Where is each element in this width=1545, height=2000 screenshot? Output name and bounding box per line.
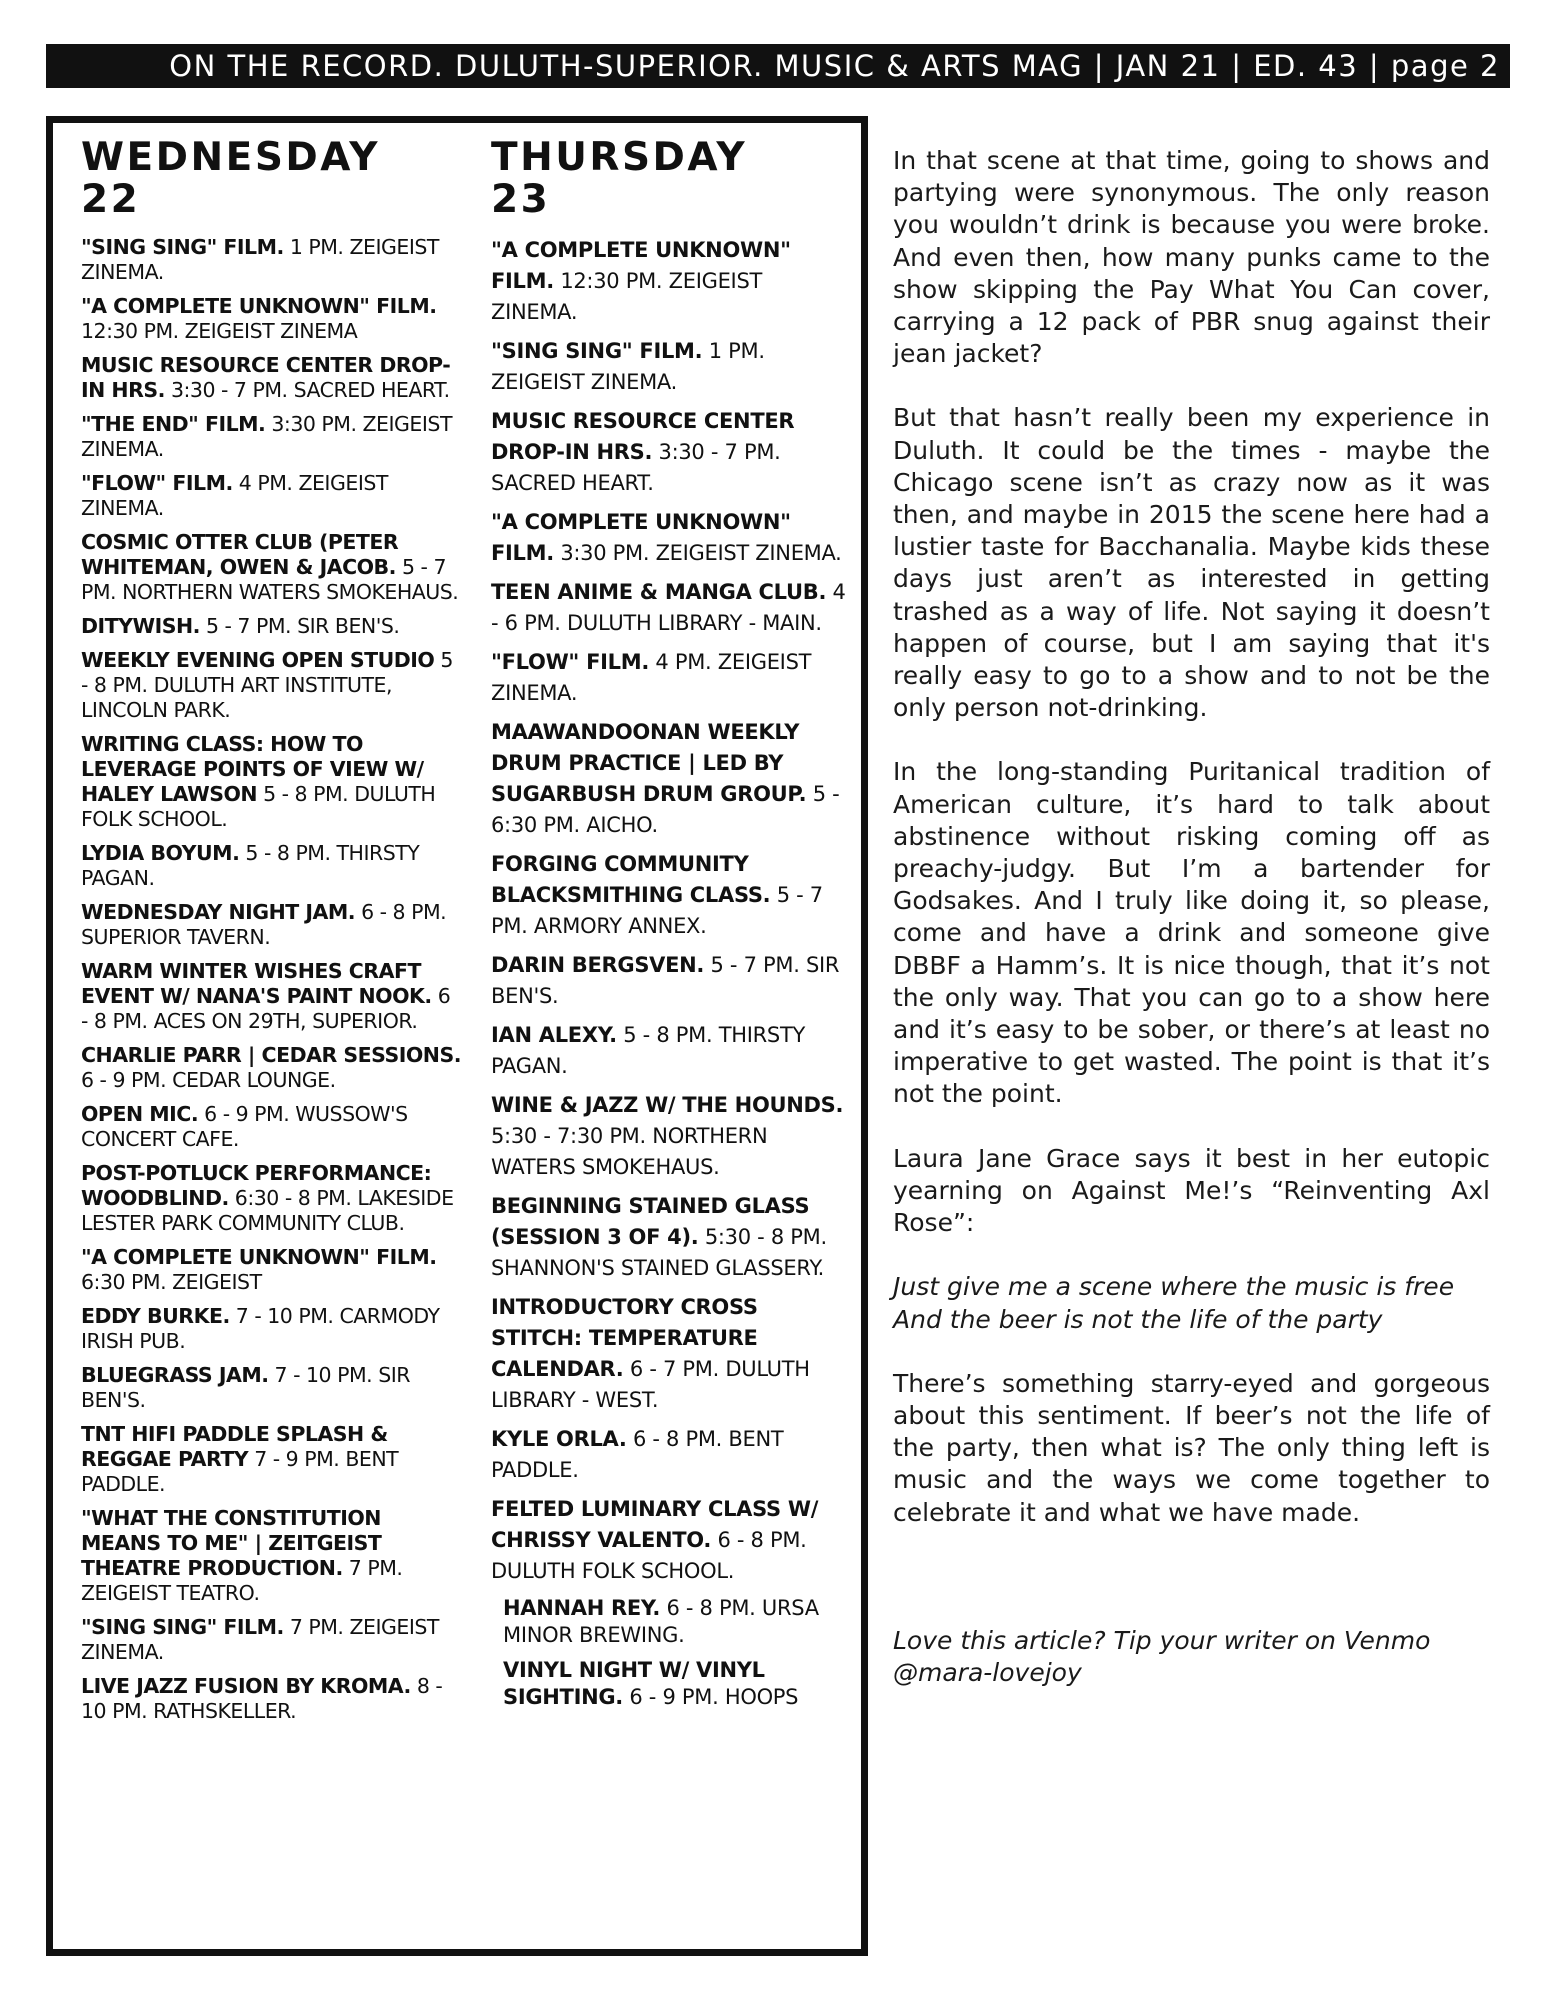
event-detail: DULUTH FOLK SCHOOL.: [81, 782, 436, 831]
event-name: "FLOW" FILM.: [81, 471, 233, 495]
event-item: [491, 1090, 851, 1183]
event-item: [491, 406, 851, 499]
event-detail: 7 - 10 PM. SIR BEN'S.: [81, 1363, 411, 1412]
event-name: "A COMPLETE UNKNOWN" FILM.: [81, 294, 437, 318]
header-text: ON THE RECORD. DULUTH-SUPERIOR. MUSIC & ARTS MAG | JAN 21 | ED. 43 | page 2: [169, 49, 1500, 83]
event-detail: 7 - 9 PM.: [254, 1447, 340, 1471]
event-detail: 6 - 7 PM.: [629, 1357, 719, 1381]
event-detail: 5 - 7 PM. ARMORY ANNEX.: [491, 883, 823, 938]
article-paragraph: In the long-standing Puritanical tradition of American culture, it’s hard to talk about abstinence without risking coming off as preachy-judgy. But I’m a bartender for Godsakes. And I truly like doing it, so please, come and have a drink and someone give DBBF a Hamm’s. It is nice though, that it’s not the only way. That you can go to a show here and it’s easy to be sober, or there’s at least no imperative to get wasted. The point is that it’s not the point.: [893, 757, 1490, 1109]
event-name: LIVE JAZZ FUSION BY KROMA.: [81, 1674, 411, 1698]
event-item: [81, 1245, 461, 1295]
article-paragraph: But that hasn’t really been my experience in Duluth. It could be the times - maybe the Chicago scene isn’t as crazy now as it was then, and maybe in 2015 the scene here had a lustier taste for Bacchanalia. Maybe kids these days just aren’t as interested in getting trashed as a way of life. Not saying it doesn’t happen of course, but I am saying that it's really easy to go to a show and to not be the only person not-drinking.: [893, 403, 1490, 723]
event-item: [81, 1043, 461, 1093]
event-item: [491, 950, 851, 1012]
event-name: TEEN ANIME & MANGA CLUB.: [491, 580, 827, 604]
events-calendar-box: [46, 116, 868, 1956]
event-name: DITYWISH.: [81, 614, 200, 638]
event-name: EDDY BURKE.: [81, 1304, 230, 1328]
event-detail: 5 - 6:30 PM.: [491, 782, 840, 837]
event-detail: DULUTH LIBRARY - MAIN.: [567, 611, 822, 635]
event-detail: 6 - 8 PM.: [666, 1596, 756, 1620]
event-detail: NORTHERN WATERS SMOKEHAUS.: [491, 1124, 768, 1179]
event-item: [491, 1191, 851, 1284]
event-item: [81, 412, 461, 462]
event-item: [81, 1615, 461, 1665]
event-name: FORGING COMMUNITY BLACKSMITHING CLASS.: [491, 852, 771, 907]
event-name: LYDIA BOYUM.: [81, 841, 240, 865]
event-detail: 7 - 10 PM.: [235, 1304, 334, 1328]
event-detail: ZEIGEIST ZINEMA.: [655, 541, 842, 565]
wednesday-event-list: [81, 235, 461, 1724]
event-detail: 5:30 - 7:30 PM.: [491, 1124, 646, 1148]
event-name: HANNAH REY.: [503, 1596, 661, 1620]
event-name: "SING SING" FILM.: [491, 339, 703, 363]
event-detail: 5 - 8 PM. THIRSTY PAGAN.: [81, 841, 420, 890]
event-detail: ZEIGEIST ZINEMA.: [491, 269, 762, 324]
event-detail: 3:30 PM. ZEIGEIST ZINEMA.: [81, 412, 452, 461]
event-name: "A COMPLETE UNKNOWN" FILM.: [491, 510, 791, 565]
event-name: TNT HIFI PADDLE SPLASH & REGGAE PARTY: [81, 1422, 388, 1471]
event-item: [81, 614, 461, 639]
event-detail: AICHO.: [586, 813, 658, 837]
event-name: WINE & JAZZ W/ THE HOUNDS.: [491, 1093, 844, 1117]
thursday-event-list: [491, 235, 851, 1711]
event-detail: 8 - 10 PM. RATHSKELLER.: [81, 1674, 443, 1723]
event-detail: HOOPS: [724, 1685, 799, 1709]
tip-note: Love this article? Tip your writer on Venmo @mara-lovejoy: [893, 1625, 1431, 1687]
wednesday-heading: WEDNESDAY 22: [81, 135, 380, 222]
event-item: [81, 235, 461, 285]
event-name: WRITING CLASS: HOW TO LEVERAGE POINTS OF VIEW W/ HALEY LAWSON: [81, 732, 424, 806]
event-detail: 1 PM. ZEIGEIST ZINEMA.: [491, 339, 765, 394]
event-item: [81, 732, 461, 832]
event-detail: CARMODY IRISH PUB.: [81, 1304, 440, 1353]
event-detail: 6 - 8 PM.: [717, 1528, 807, 1552]
event-name: MUSIC RESOURCE CENTER DROP-IN HRS.: [81, 353, 451, 402]
event-item: [81, 959, 461, 1034]
event-item: [81, 1161, 461, 1236]
event-item: [491, 507, 851, 569]
event-detail: SACRED HEART.: [491, 471, 654, 495]
event-detail: URSA MINOR BREWING.: [503, 1596, 819, 1647]
event-name: "THE END" FILM.: [81, 412, 266, 436]
thursday-heading: THURSDAY 23: [491, 135, 748, 222]
event-detail: 6 - 8 PM. BENT PADDLE.: [491, 1427, 784, 1482]
event-detail: 3:30 PM.: [560, 541, 650, 565]
thursday-column: [491, 137, 851, 1719]
event-item: [81, 471, 461, 521]
event-detail: CEDAR LOUNGE.: [172, 1068, 336, 1092]
article-paragraph: In that scene at that time, going to shows and partying were synonymous. The only reason you wouldn’t drink is because you were broke. And even then, how many punks came to the show skipping the Pay What You Can cover, carrying a 12 pack of PBR snug against their jean jacket?: [893, 146, 1490, 369]
event-name: BLUEGRASS JAM.: [81, 1363, 269, 1387]
article-body: [893, 145, 1490, 1721]
event-name: DARIN BERGSVEN.: [491, 953, 705, 977]
wednesday-column: [81, 137, 461, 1733]
event-item: [81, 530, 461, 605]
event-item: [81, 1363, 461, 1413]
event-detail: 5 - 7 PM. NORTHERN WATERS SMOKEHAUS.: [81, 555, 459, 604]
event-detail: 6 - 9 PM.: [204, 1102, 290, 1126]
event-name: MUSIC RESOURCE CENTER DROP-IN HRS.: [491, 409, 795, 464]
lyric-quote: Just give me a scene where the music is free And the beer is not the life of the party: [893, 1272, 1455, 1334]
event-name: POST-POTLUCK PERFORMANCE: WOODBLIND.: [81, 1161, 432, 1210]
event-detail: BENT PADDLE.: [81, 1447, 399, 1496]
event-detail: 7 PM. ZEIGEIST ZINEMA.: [81, 1615, 439, 1664]
article-paragraph: There’s something starry-eyed and gorgeous about this sentiment. If beer’s not the life of the party, then what is? The only thing left is music and the ways we come together to celebrate it and what we have made.: [893, 1368, 1490, 1527]
event-item: [81, 353, 461, 403]
event-detail: 5 - 7 PM. SIR BEN'S.: [491, 953, 840, 1008]
event-name: WEDNESDAY NIGHT JAM.: [81, 900, 356, 924]
event-detail: 4 PM. ZEIGEIST ZINEMA.: [81, 471, 388, 520]
event-detail: 6:30 PM. ZEIGEIST: [81, 1270, 262, 1294]
event-detail: LAKESIDE LESTER PARK COMMUNITY CLUB.: [81, 1186, 454, 1235]
event-name: KYLE ORLA.: [491, 1427, 627, 1451]
event-name: "WHAT THE CONSTITUTION MEANS TO ME" | ZEITGEIST THEATRE PRODUCTION.: [81, 1506, 382, 1580]
event-name: WARM WINTER WISHES CRAFT EVENT W/ NANA'S PAINT NOOK.: [81, 959, 432, 1008]
event-name: CHARLIE PARR | CEDAR SESSIONS.: [81, 1043, 462, 1067]
page-header: [46, 44, 1510, 88]
event-detail: 12:30 PM. ZEIGEIST ZINEMA: [81, 319, 358, 343]
event-item: [491, 1292, 851, 1416]
event-item: [81, 648, 461, 723]
event-name: BEGINNING STAINED GLASS (SESSION 3 OF 4).: [491, 1194, 810, 1249]
event-detail: 5:30 - 8 PM. SHANNON'S STAINED GLASSERY.: [491, 1225, 827, 1280]
event-item: [81, 1422, 461, 1497]
event-detail: DULUTH ART INSTITUTE, LINCOLN PARK.: [81, 673, 393, 722]
event-name: VINYL NIGHT W/ VINYL SIGHTING.: [503, 1658, 765, 1709]
event-detail: THIRSTY PAGAN.: [491, 1023, 806, 1078]
event-detail: 6 - 8 PM. SUPERIOR TAVERN.: [81, 900, 447, 949]
event-detail: SACRED HEART.: [293, 378, 450, 402]
event-name: IAN ALEXY.: [491, 1023, 617, 1047]
event-item: [491, 336, 851, 398]
event-detail: ACES ON 29TH, SUPERIOR.: [153, 1009, 418, 1033]
event-item: [81, 1506, 461, 1606]
event-detail: 5 - 7 PM. SIR BEN'S.: [205, 614, 400, 638]
event-item: [491, 1020, 851, 1082]
event-detail: 12:30 PM.: [560, 269, 663, 293]
event-item: [81, 900, 461, 950]
event-item: [491, 647, 851, 709]
event-item: [491, 235, 851, 328]
event-item: [81, 1674, 461, 1724]
event-name: "FLOW" FILM.: [491, 650, 650, 674]
event-detail: 6 - 9 PM.: [81, 1068, 167, 1092]
event-item: [491, 717, 851, 841]
event-item: [81, 294, 461, 344]
event-item: [81, 841, 461, 891]
event-detail: 3:30 - 7 PM.: [658, 440, 781, 464]
event-detail: 6 - 8 PM.: [81, 984, 451, 1033]
event-detail: DULUTH FOLK SCHOOL.: [491, 1559, 735, 1583]
event-name: "A COMPLETE UNKNOWN" FILM.: [81, 1245, 437, 1269]
event-detail: 6 - 9 PM.: [629, 1685, 719, 1709]
event-name: OPEN MIC.: [81, 1102, 199, 1126]
event-detail: 4 - 6 PM.: [491, 580, 846, 635]
event-name: COSMIC OTTER CLUB (PETER WHITEMAN, OWEN & JACOB.: [81, 530, 399, 579]
event-item: [491, 1424, 851, 1486]
event-detail: 1 PM. ZEIGEIST ZINEMA.: [81, 235, 439, 284]
event-item: [491, 577, 851, 639]
event-item: [81, 1304, 461, 1354]
event-detail: 7 PM. ZEIGEIST TEATRO.: [81, 1556, 403, 1605]
event-item: [491, 1595, 851, 1649]
event-detail: WUSSOW'S CONCERT CAFE.: [81, 1102, 408, 1151]
event-name: "SING SING" FILM.: [81, 1615, 284, 1639]
event-item: [491, 849, 851, 942]
event-name: FELTED LUMINARY CLASS W/ CHRISSY VALENTO.: [491, 1497, 819, 1552]
event-name: MAAWANDOONAN WEEKLY DRUM PRACTICE | LED BY SUGARBUSH DRUM GROUP.: [491, 720, 807, 806]
event-detail: 5 - 8 PM.: [623, 1023, 713, 1047]
event-name: "A COMPLETE UNKNOWN" FILM.: [491, 238, 791, 293]
event-detail: DULUTH LIBRARY - WEST.: [491, 1357, 810, 1412]
event-detail: 6:30 - 8 PM.: [234, 1186, 352, 1210]
event-item: [491, 1494, 851, 1587]
venmo-handle[interactable]: @mara-lovejoy: [893, 1657, 1082, 1687]
event-item: [491, 1657, 851, 1711]
event-name: WEEKLY EVENING OPEN STUDIO: [81, 648, 435, 672]
event-name: "SING SING" FILM.: [81, 235, 284, 259]
event-item: [81, 1102, 461, 1152]
event-detail: ZEIGEIST ZINEMA.: [491, 650, 812, 705]
event-name: INTRODUCTORY CROSS STITCH: TEMPERATURE CALENDAR.: [491, 1295, 758, 1381]
event-detail: 4 PM.: [655, 650, 712, 674]
event-detail: 3:30 - 7 PM.: [170, 378, 288, 402]
article-paragraph: Laura Jane Grace says it best in her eutopic yearning on Against Me!’s “Reinventing Axl Rose”:: [893, 1143, 1490, 1238]
event-detail: 5 - 8 PM.: [263, 782, 349, 806]
event-detail: 5 - 8 PM.: [81, 648, 453, 697]
